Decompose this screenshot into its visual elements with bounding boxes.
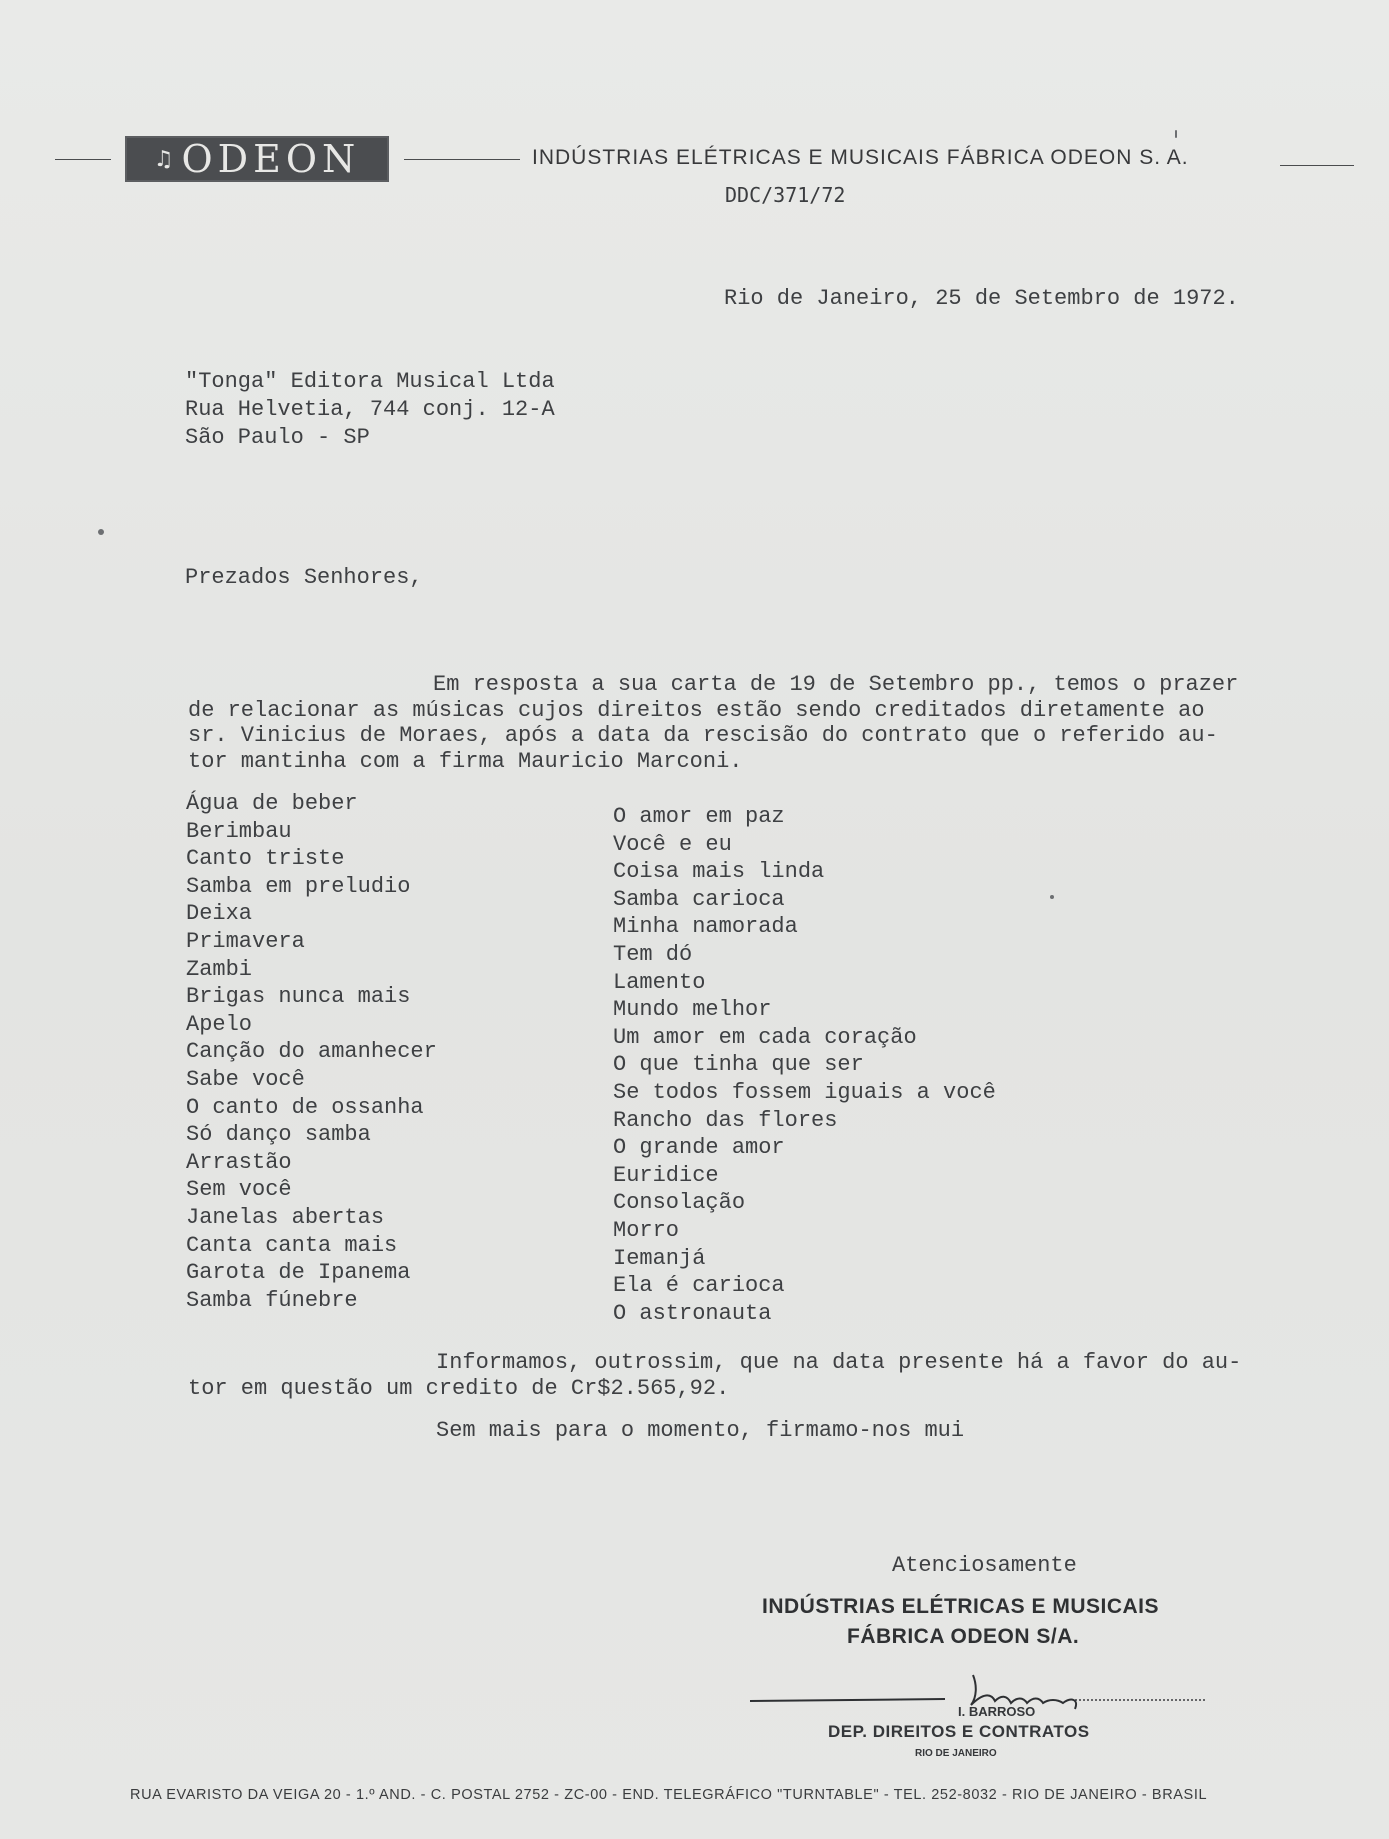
recipient-street: Rua Helvetia, 744 conj. 12-A <box>185 397 555 422</box>
list-item: Coisa mais linda <box>613 859 825 885</box>
list-item: Samba fúnebre <box>186 1287 358 1313</box>
list-item: Lamento <box>613 969 706 995</box>
list-item: Apelo <box>186 1011 253 1037</box>
date-line: Rio de Janeiro, 25 de Setembro de 1972. <box>724 286 1239 311</box>
list-item: Canção do amanhecer <box>186 1039 437 1065</box>
recipient-city: São Paulo - SP <box>185 425 370 450</box>
list-item: O canto de ossanha <box>186 1094 424 1120</box>
list-item: Minha namorada <box>613 914 798 940</box>
list-item: Consolação <box>613 1190 746 1216</box>
letterhead-rule-left <box>55 159 111 160</box>
credit-line: tor em questão um credito de Cr$2.565,92. <box>188 1375 730 1401</box>
company-name: INDÚSTRIAS ELÉTRICAS E MUSICAIS FÁBRICA ODEON S. A. <box>532 146 1189 169</box>
recipient-address <box>185 368 555 452</box>
credit-line: Informamos, outrossim, que na data presente há a favor do au- <box>436 1350 1242 1375</box>
list-item: Um amor em cada coração <box>613 1024 917 1050</box>
list-item: Se todos fossem iguais a você <box>613 1079 996 1105</box>
list-item: Samba carioca <box>613 886 785 912</box>
list-item: Janelas abertas <box>186 1204 385 1230</box>
gramophone-icon: ♫ <box>153 146 174 172</box>
list-item: Canta canta mais <box>186 1232 398 1258</box>
list-item: Zambi <box>186 956 253 982</box>
paper-speck <box>1175 130 1177 138</box>
logo-text: ODEON <box>181 137 361 181</box>
list-item: Euridice <box>613 1162 719 1188</box>
list-item: Berimbau <box>186 818 292 844</box>
paper-speck <box>1050 895 1054 899</box>
list-item: O amor em paz <box>613 804 785 829</box>
intro-line: Em resposta a sua carta de 19 de Setembro pp., temos o prazer <box>433 672 1239 697</box>
list-item: Brigas nunca mais <box>186 984 411 1010</box>
list-item: Sabe você <box>186 1066 305 1092</box>
list-item: Garota de Ipanema <box>186 1260 411 1286</box>
list-item: O que tinha que ser <box>613 1052 864 1078</box>
signatory-department: DEP. DIREITOS E CONTRATOS <box>828 1722 1090 1741</box>
reference-number: DDC/371/72 <box>725 183 846 207</box>
footer-address: RUA EVARISTO DA VEIGA 20 - 1.º AND. - C. POSTAL 2752 - ZC-00 - END. TELEGRÁFICO "TURNTABLE" - TEL. 252-8032 - RIO DE JANEIRO - BRASIL <box>130 1787 1208 1803</box>
salutation: Prezados Senhores, <box>185 565 423 590</box>
list-item: Sem você <box>186 1177 292 1203</box>
intro-line: de relacionar as músicas cujos direitos estão sendo creditados diretamente ao <box>188 697 1205 723</box>
signature-company-line1: INDÚSTRIAS ELÉTRICAS E MUSICAIS <box>762 1595 1160 1618</box>
list-item: Água de beber <box>186 791 358 816</box>
closing-line: Sem mais para o momento, firmamo-nos mui <box>436 1418 965 1443</box>
credit-paragraph <box>188 1350 1241 1401</box>
list-item: Mundo melhor <box>613 997 772 1023</box>
signatory-name: I. BARROSO <box>958 1704 1036 1719</box>
list-item: Iemanjá <box>613 1245 706 1271</box>
song-list-left <box>186 790 437 1314</box>
intro-paragraph <box>188 672 1238 774</box>
letterhead-rule-middle <box>404 159 520 160</box>
letterhead-rule-right <box>1280 165 1354 166</box>
list-item: Samba em preludio <box>186 873 411 899</box>
signature-company-line2: FÁBRICA ODEON S/A. <box>847 1625 1080 1648</box>
intro-line: sr. Vinicius de Moraes, após a data da rescisão do contrato que o referido au- <box>188 723 1218 748</box>
signatory-city: RIO DE JANEIRO <box>915 1748 997 1759</box>
list-item: Rancho das flores <box>613 1107 838 1133</box>
list-item: Deixa <box>186 901 253 927</box>
list-item: Só danço samba <box>186 1122 371 1148</box>
recipient-name: "Tonga" Editora Musical Ltda <box>185 369 555 394</box>
list-item: Morro <box>613 1217 680 1243</box>
list-item: Tem dó <box>613 941 693 967</box>
list-item: O grande amor <box>613 1135 785 1161</box>
song-list-right <box>613 803 996 1327</box>
paper-speck <box>98 529 104 535</box>
intro-line: tor mantinha com a firma Mauricio Marconi. <box>188 748 743 774</box>
list-item: Canto triste <box>186 846 345 872</box>
odeon-logo <box>125 136 389 182</box>
list-item: Ela é carioca <box>613 1273 785 1299</box>
list-item: Você e eu <box>613 831 732 857</box>
list-item: O astronauta <box>613 1300 772 1326</box>
list-item: Arrastão <box>186 1149 292 1175</box>
valediction: Atenciosamente <box>892 1553 1077 1578</box>
list-item: Primavera <box>186 928 305 954</box>
